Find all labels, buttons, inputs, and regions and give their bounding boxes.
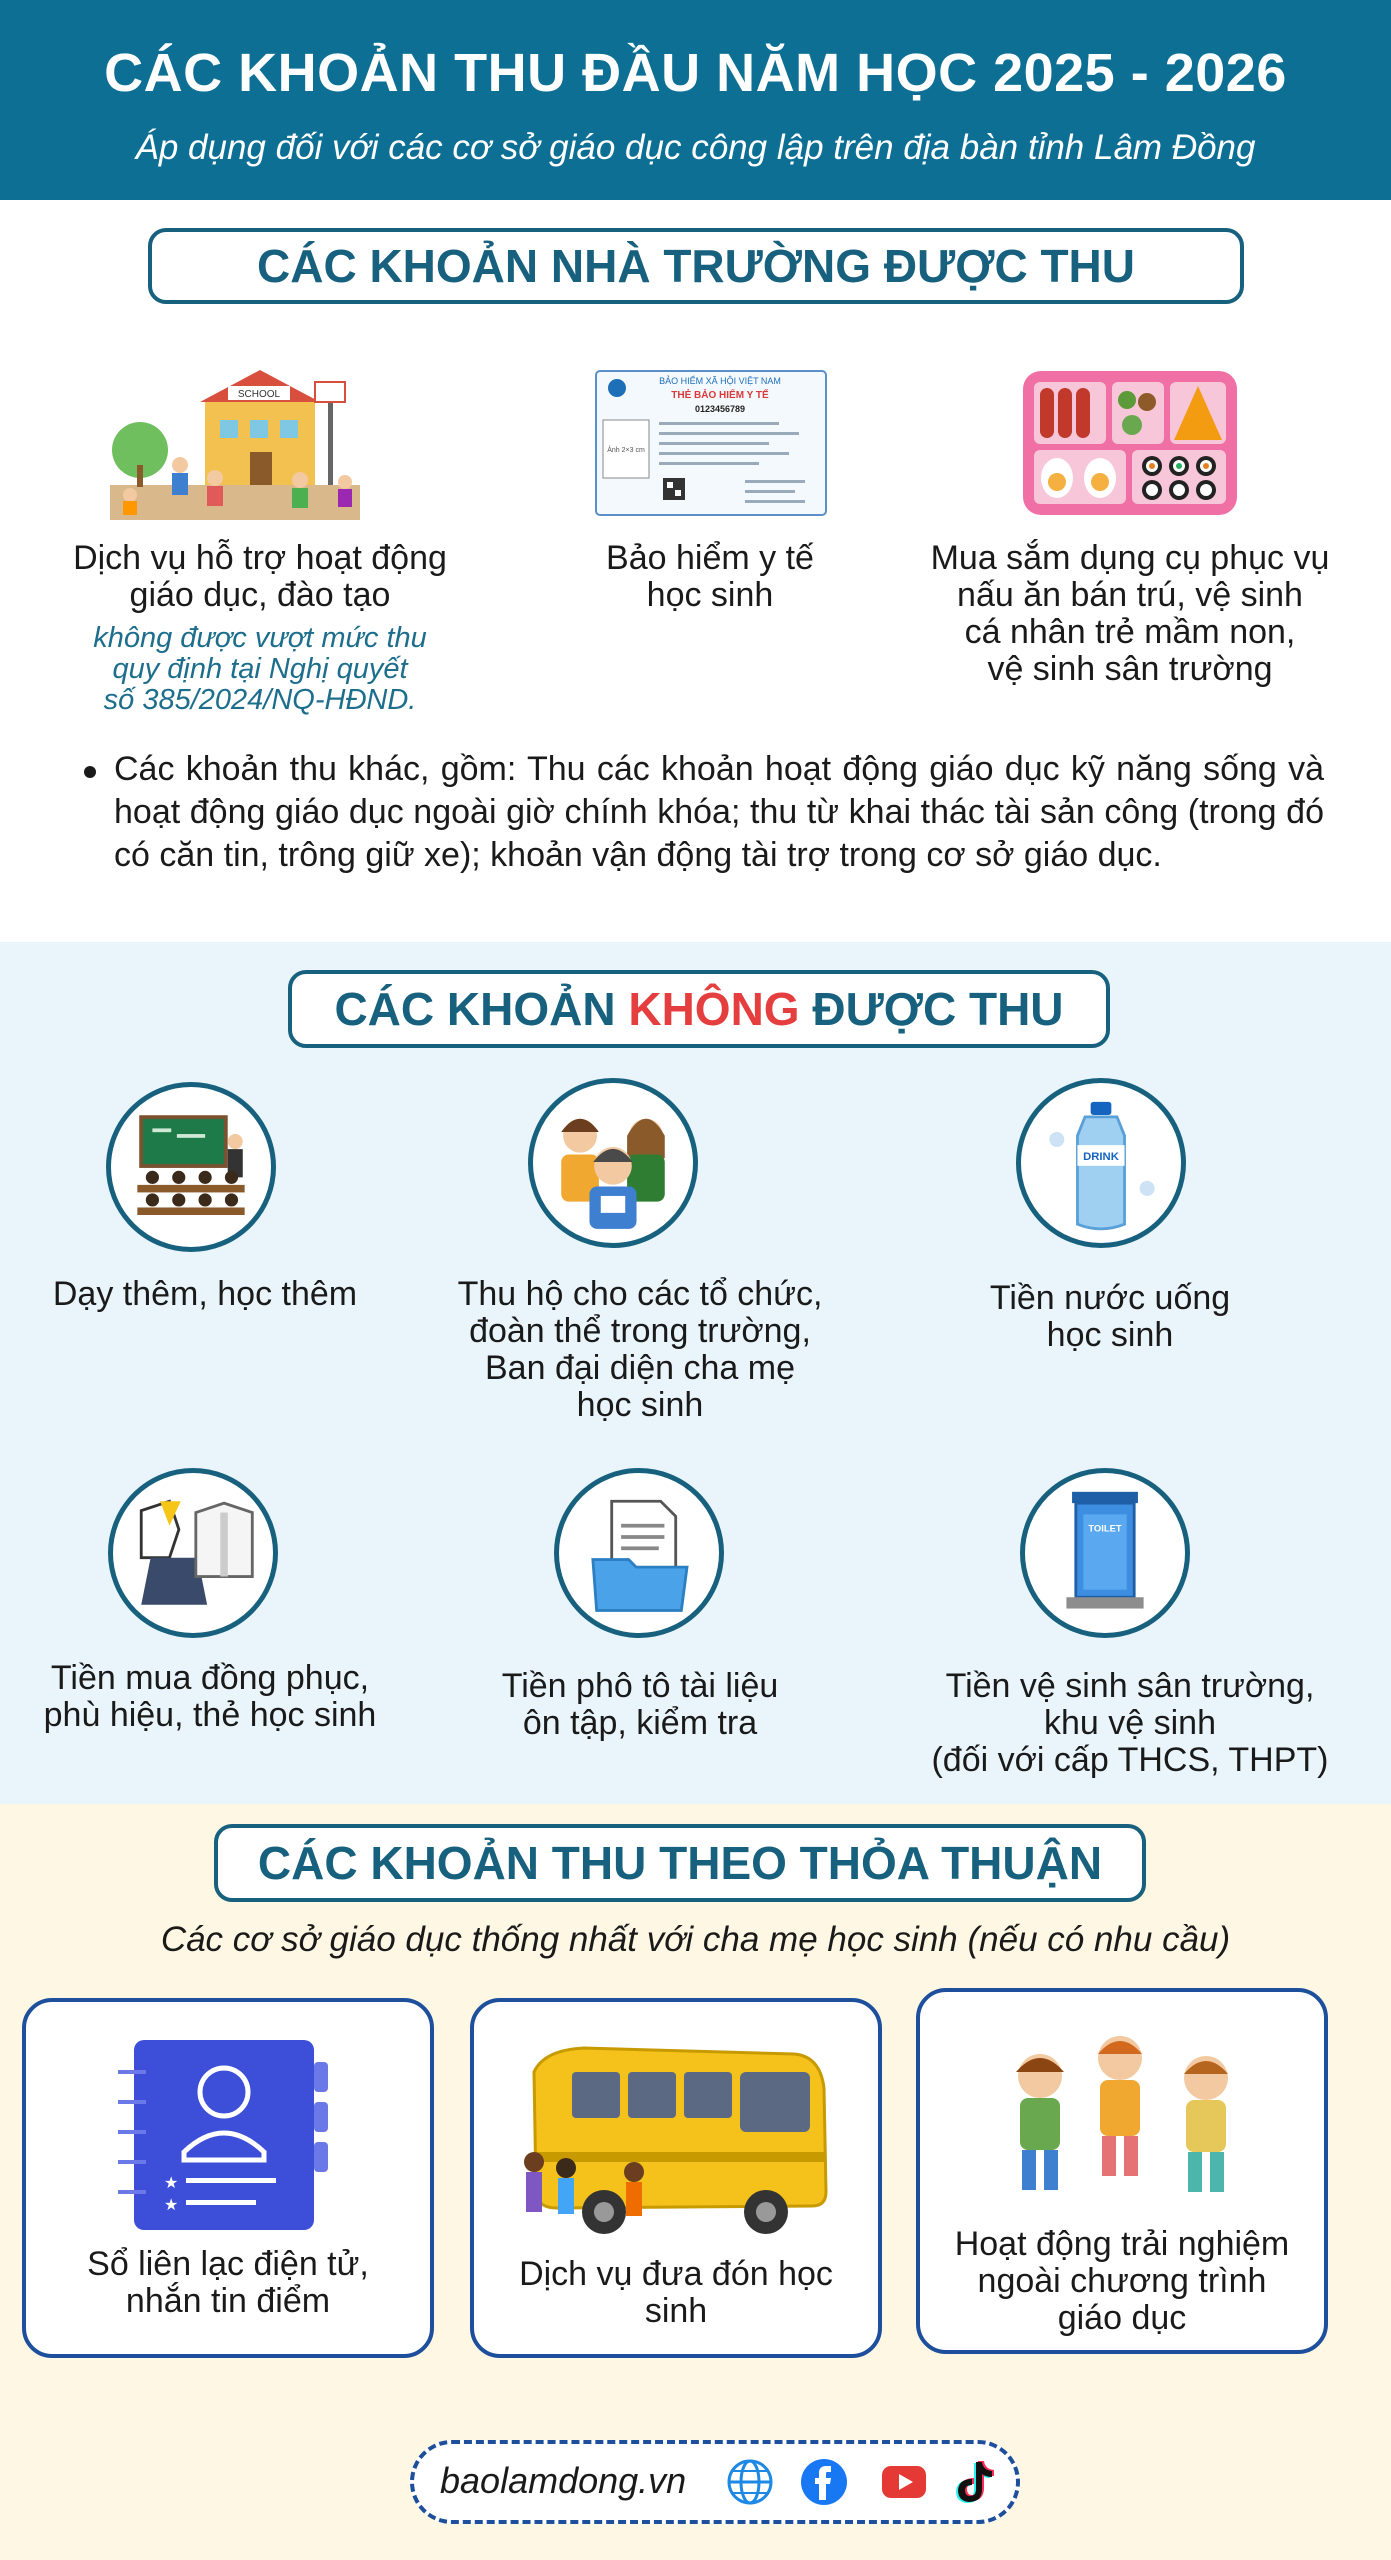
tiktok-icon[interactable] <box>950 2458 998 2506</box>
agreement-item-3-caption: Hoạt động trải nghiệm ngoài chương trình giáo dục <box>954 2225 1290 2337</box>
site-link[interactable]: baolamdong.vn <box>440 2460 687 2501</box>
section-heading-forbidden: CÁC KHOẢN KHÔNG ĐƯỢC THU <box>288 970 1110 1048</box>
svg-text:DRINK: DRINK <box>1083 1151 1119 1164</box>
youtube-icon[interactable] <box>880 2458 928 2506</box>
svg-text:BẢO HIỂM XÃ HỘI VIỆT NAM: BẢO HIỂM XÃ HỘI VIỆT NAM <box>659 376 781 386</box>
group-people-icon <box>528 1078 698 1248</box>
svg-text:TOILET: TOILET <box>1088 1522 1122 1534</box>
school-activities-illustration <box>110 370 360 520</box>
svg-text:★: ★ <box>164 2195 179 2214</box>
bullet-dot <box>84 766 96 778</box>
allowed-item-2-caption: Bảo hiểm y tế học sinh <box>606 539 814 614</box>
allowed-item-3-caption: Mua sắm dụng cụ phục vụ nấu ăn bán trú, vệ sinh cá nhân trẻ mầm non, vệ sinh sân trường <box>930 539 1330 688</box>
svg-text:SCHOOL: SCHOOL <box>237 389 281 400</box>
page-title: CÁC KHOẢN THU ĐẦU NĂM HỌC 2025 - 2026 <box>104 43 1287 103</box>
agreement-subtitle: Các cơ sở giáo dục thống nhất với cha mẹ học sinh (nếu có nhu cầu) <box>160 1920 1231 1959</box>
allowed-item-1-note: không được vượt mức thu quy định tại Nghị quyết số 385/2024/NQ-HĐND. <box>93 622 427 716</box>
svg-text:Ảnh 2×3 cm: Ảnh 2×3 cm <box>607 447 645 454</box>
section-heading-agreement: CÁC KHOẢN THU THEO THỎA THUẬN <box>214 1824 1146 1902</box>
header-banner <box>0 0 1391 200</box>
page-subtitle: Áp dụng đối với các cơ sở giáo dục công lập trên địa bàn tỉnh Lâm Đồng <box>135 128 1256 167</box>
agreement-item-1-caption: Sổ liên lạc điện tử, nhắn tin điểm <box>87 2245 369 2320</box>
agreement-card-3 <box>916 1988 1328 2354</box>
forbidden-item-1-caption: Dạy thêm, học thêm <box>52 1275 358 1313</box>
document-folder-icon <box>554 1468 724 1638</box>
classroom-icon <box>106 1082 276 1252</box>
agreement-item-2-caption: Dịch vụ đưa đón học sinh <box>519 2255 833 2330</box>
agreement-card-2 <box>470 1998 882 2358</box>
toilet-icon <box>1020 1468 1190 1638</box>
forbidden-item-5-caption: Tiền phô tô tài liệu ôn tập, kiểm tra <box>501 1667 779 1742</box>
forbidden-item-4-caption: Tiền mua đồng phục, phù hiệu, thẻ học sinh <box>43 1659 377 1734</box>
uniform-icon <box>108 1468 278 1638</box>
health-insurance-card-illustration <box>595 370 827 516</box>
water-bottle-icon <box>1016 1078 1186 1248</box>
allowed-item-1-caption: Dịch vụ hỗ trợ hoạt động giáo dục, đào tạo <box>73 539 447 614</box>
agreement-card-1 <box>22 1998 434 2358</box>
section-heading-allowed: CÁC KHOẢN NHÀ TRƯỜNG ĐƯỢC THU <box>148 228 1244 304</box>
forbidden-item-2-caption: Thu hộ cho các tổ chức, đoàn thể trong trường, Ban đại diện cha mẹ học sinh <box>457 1275 823 1424</box>
forbidden-item-6-caption: Tiền vệ sinh sân trường, khu vệ sinh (đối với cấp THCS, THPT) <box>931 1667 1329 1779</box>
svg-text:★: ★ <box>164 2173 179 2192</box>
other-fees-text: Các khoản thu khác, gồm: Thu các khoản hoạt động giáo dục kỹ năng sống và hoạt động giáo dục ngoài giờ chính khóa; thu từ khai thác tài sản công (trong đó có căn tin, trông giữ xe); khoản vận động tài trợ trong cơ sở giáo dục. <box>114 750 1324 874</box>
facebook-icon[interactable] <box>800 2458 848 2506</box>
forbidden-item-3-caption: Tiền nước uống học sinh <box>989 1279 1231 1354</box>
globe-icon[interactable] <box>726 2458 774 2506</box>
lunch-box-illustration <box>1022 370 1238 516</box>
svg-text:0123456789: 0123456789 <box>694 404 746 414</box>
svg-text:THẺ BẢO HIỂM Y TẾ: THẺ BẢO HIỂM Y TẾ <box>671 390 769 401</box>
